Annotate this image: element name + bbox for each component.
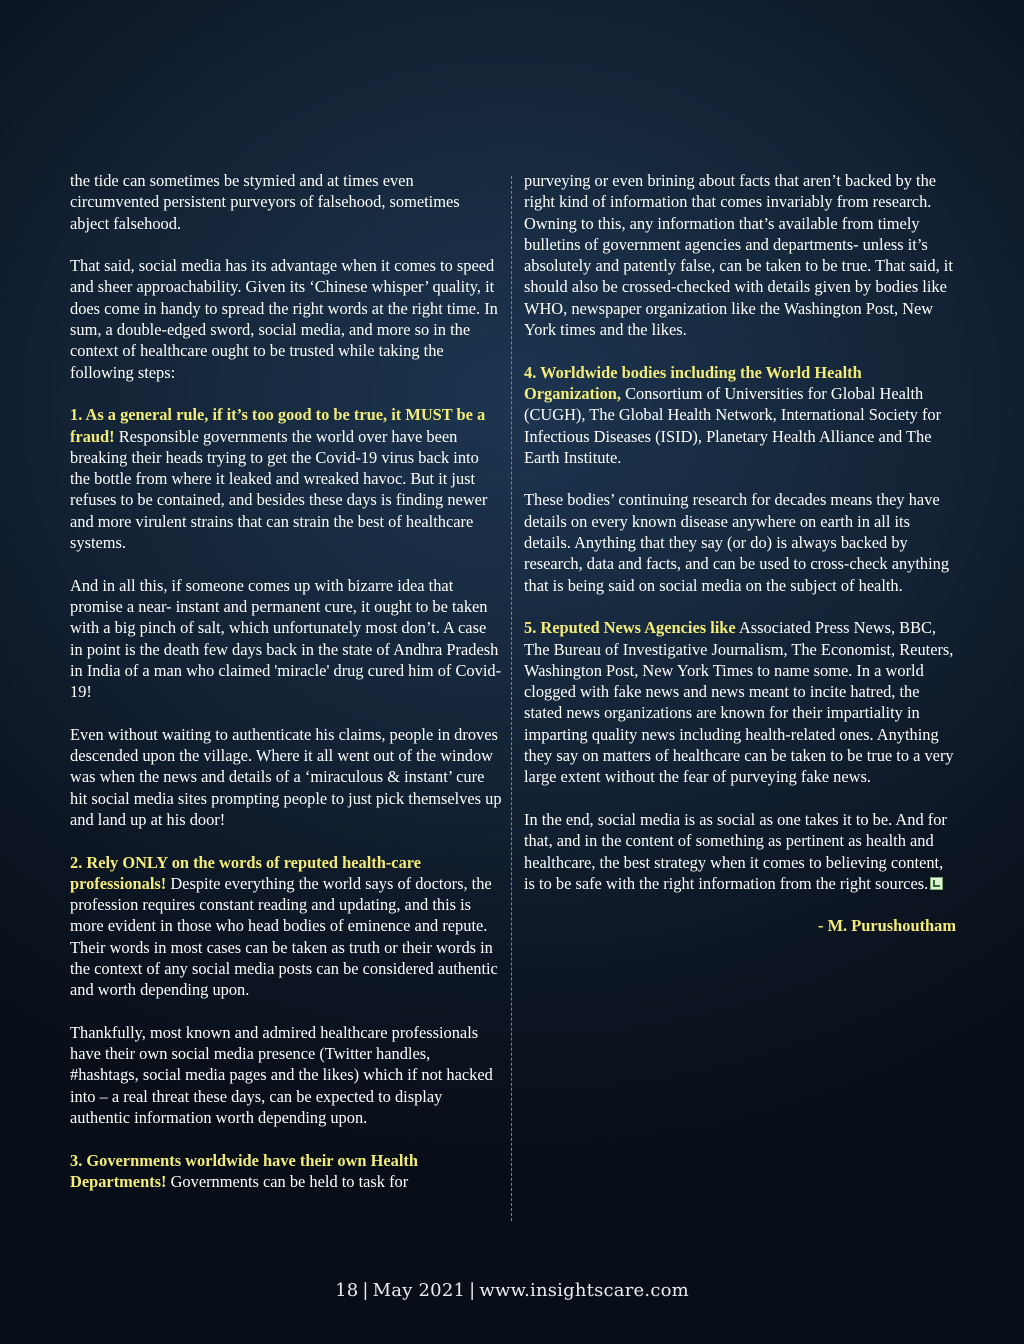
website-link[interactable]: www.insightscare.com	[479, 1280, 689, 1301]
column-divider	[511, 176, 512, 1221]
paragraph: These bodies’ continuing research for decades means they have details on every known disease anywhere on earth in all its details. Anything that they say (or do) is always backed by research, data and facts, and can be used to cross-check anything that is being said on social media on the subject of health.	[524, 490, 950, 595]
point-5	[524, 617, 956, 787]
point-4	[524, 362, 956, 468]
paragraph: the tide can sometimes be stymied and at times even circumvented persistent purveyors of falsehood, sometimes abject falsehood.	[70, 171, 460, 233]
paragraph: And in all this, if someone comes up with bizarre idea that promise a near- instant and permanent cure, it ought to be taken with a big pinch of salt, which unfortunately most don’t. A case in point is the death few days back in the state of Andhra Pradesh in India of a man who claimed 'miracle' drug cured him of Covid-19!	[70, 575, 502, 702]
point-2-heading: 2. Rely ONLY on the words of reputed health-care professionals!	[70, 852, 422, 893]
right-column	[524, 170, 956, 936]
point-1-heading: 1. As a general rule, if it’s too good to be true, it MUST be a fraud!	[70, 405, 486, 446]
point-5-text: Associated Press News, BBC, The Bureau of Investigative Journalism, The Economist, Reuters, Washington Post, New York Times to name some. In a world clogged with fake news and news meant to incite hatred, the stated news organizations are known for their impartiality in imparting quality news including health-related ones. Anything they say on matters of healthcare can be taken to be true to a very large extent without the fear of purveying fake news.	[524, 618, 954, 787]
end-of-article-icon	[930, 877, 943, 890]
footer-separator: |	[362, 1280, 369, 1301]
paragraph: Owning to this, any information that’s available from timely bulletins of government agencies and departments- unless it’s absolutely and patently false, can be taken to be true. That said, it should also be crossed-checked with details given by bodies like WHO, newspaper organization like the Washington Post, New York times and the likes.	[524, 213, 953, 340]
point-3-heading: 3. Governments worldwide have their own Health Departments!	[70, 1150, 418, 1191]
paragraph: purveying or even brining about facts that aren’t backed by the right kind of information that comes invariably from research.	[524, 171, 937, 212]
issue-date: May 2021	[372, 1280, 466, 1301]
point-1-text: Responsible governments the world over have been breaking their heads trying to get the Covid-19 virus back into the bottle from where it leaked and wreaked havoc. But it just refuses to be contained, and besides these days is finding newer and more virulent strains that can strain the best of healthcare systems.	[70, 426, 488, 553]
closing-paragraph	[524, 809, 956, 894]
closing-text: In the end, social media is as social as one takes it to be. And for that, and in the content of something as pertinent as health and healthcare, the best strategy when it comes to believing content, is to be safe with the right information from the right sources.	[524, 809, 947, 893]
point-4-heading: 4. Worldwide bodies including the World Health Organization,	[524, 362, 862, 403]
author-signature: - M. Purushoutham	[818, 916, 956, 936]
page-number: 18	[335, 1280, 359, 1301]
point-5-heading: 5. Reputed News Agencies like	[524, 618, 736, 638]
page-footer	[0, 1280, 1024, 1301]
point-4-text: Consortium of Universities for Global Health (CUGH), The Global Health Network, International Society for Infectious Diseases (ISID), Planetary Health Alliance and The Earth Institute.	[524, 383, 942, 467]
point-2	[70, 852, 502, 1001]
footer-separator: |	[469, 1280, 476, 1301]
paragraph: Even without waiting to authenticate his claims, people in droves descended upon the village. Where it all went out of the window was when the news and details of a ‘miraculous & instant’ cure hit social media sites prompting people to just pick themselves up and land up at his door!	[70, 724, 502, 829]
point-1	[70, 404, 502, 553]
left-column	[70, 170, 502, 1214]
paragraph: That said, social media has its advantage when it comes to speed and sheer approachability. Given its ‘Chinese whisper’ quality, it does come in handy to spread the right words at the right time. In sum, a double-edged sword, social media, and more so in the context of healthcare ought to be trusted while taking the following steps:	[70, 256, 498, 382]
point-3	[70, 1150, 502, 1193]
point-3-text: Governments can be held to task for	[166, 1171, 409, 1191]
point-2-text: Despite everything the world says of doctors, the profession requires constant reading and updating, and this is more evident in those who head bodies of eminence and repute. Their words in most cases can be taken as truth or their words in the context of any social media posts can be considered authentic and worth depending upon.	[70, 873, 498, 1000]
paragraph: Thankfully, most known and admired healthcare professionals have their own social media presence (Twitter handles, #hashtags, social media pages and the likes) which if not hacked into – a real threat these days, can be expected to display authentic information worth depending upon.	[70, 1022, 493, 1128]
